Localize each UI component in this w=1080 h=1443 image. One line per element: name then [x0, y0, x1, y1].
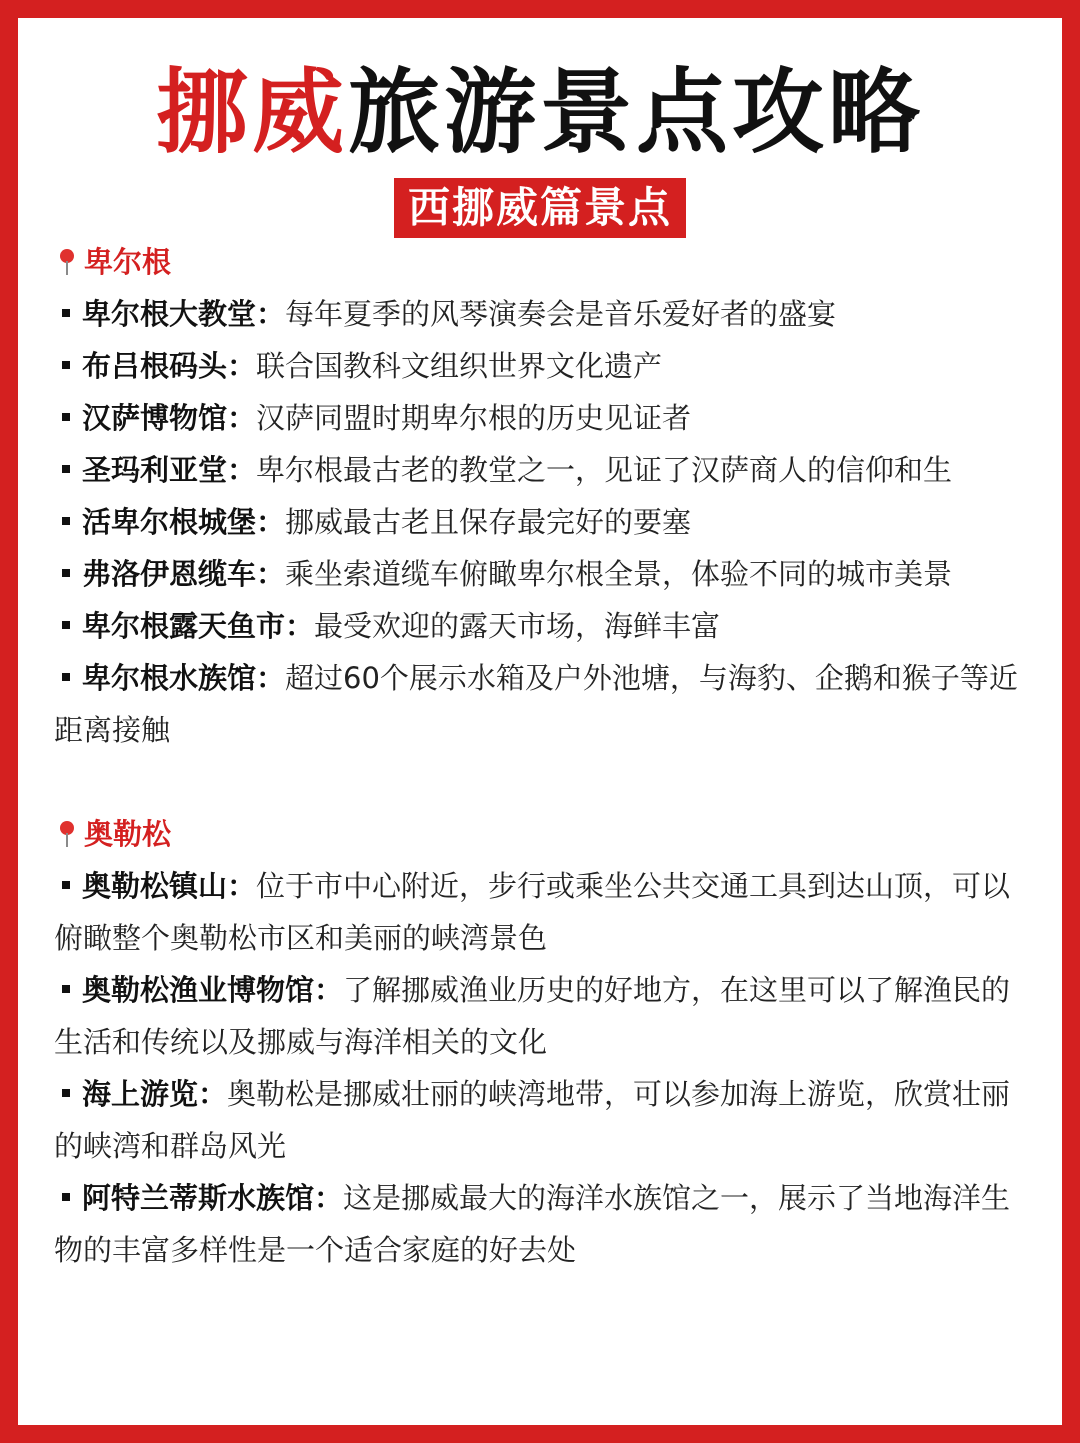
- list-item: [54, 652, 1024, 756]
- bullet-icon: [62, 517, 70, 525]
- list-item: [54, 964, 1024, 1068]
- item-name: 布吕根码头: [82, 349, 228, 383]
- item-colon: ：: [285, 609, 315, 643]
- item-colon: ：: [314, 973, 344, 1007]
- list-item: [54, 1172, 1024, 1276]
- item-desc: 位于市中心附近，步行或乘坐公共交通工具到达山顶，可以俯瞰整个奥勒松市区和美丽的峡湾景色: [54, 869, 1011, 955]
- pin-icon: [54, 819, 80, 849]
- list-item: [54, 444, 1024, 496]
- list-item: [54, 496, 1024, 548]
- item-desc: 了解挪威渔业历史的好地方，在这里可以了解渔民的生活和传统以及挪威与海洋相关的文化: [54, 973, 1011, 1059]
- item-colon: ：: [227, 349, 257, 383]
- item-name: 海上游览: [82, 1077, 199, 1111]
- bullet-icon: [62, 1193, 70, 1201]
- item-name: 圣玛利亚堂: [82, 453, 228, 487]
- item-desc: 最受欢迎的露天市场，海鲜丰富: [314, 609, 721, 643]
- item-colon: ：: [314, 1181, 344, 1215]
- item-colon: ：: [227, 453, 257, 487]
- item-desc: 联合国教科文组织世界文化遗产: [256, 349, 663, 383]
- list-item: [54, 600, 1024, 652]
- content: [54, 236, 1024, 1276]
- item-desc: 每年夏季的风琴演奏会是音乐爱好者的盛宴: [285, 297, 837, 331]
- item-name: 阿特兰蒂斯水族馆: [82, 1181, 315, 1215]
- title-black-part: 旅游景点攻略: [348, 59, 925, 166]
- section-heading-bergen: [54, 236, 1024, 288]
- section-heading-label: 卑尔根: [84, 245, 172, 279]
- item-name: 弗洛伊恩缆车: [82, 557, 257, 591]
- item-desc: 卑尔根最古老的教堂之一，见证了汉萨商人的信仰和生: [256, 453, 953, 487]
- item-desc: 乘坐索道缆车俯瞰卑尔根全景，体验不同的城市美景: [285, 557, 953, 591]
- item-name: 活卑尔根城堡: [82, 505, 257, 539]
- item-desc: 奥勒松是挪威壮丽的峡湾地带，可以参加海上游览，欣赏壮丽的峡湾和群岛风光: [54, 1077, 1011, 1163]
- section-heading-label: 奥勒松: [84, 817, 172, 851]
- bullet-icon: [62, 881, 70, 889]
- item-name: 汉萨博物馆: [82, 401, 228, 435]
- bullet-icon: [62, 413, 70, 421]
- item-name: 奥勒松镇山: [82, 869, 228, 903]
- item-name: 卑尔根水族馆: [82, 661, 257, 695]
- bullet-icon: [62, 569, 70, 577]
- list-item: [54, 340, 1024, 392]
- list-item: [54, 548, 1024, 600]
- item-colon: ：: [256, 557, 286, 591]
- bullet-icon: [62, 985, 70, 993]
- item-colon: ：: [256, 505, 286, 539]
- list-item: [54, 392, 1024, 444]
- item-desc: 超过60个展示水箱及户外池塘，与海豹、企鹅和猴子等近距离接触: [54, 661, 1018, 747]
- subtitle-wrapper: [0, 178, 1080, 238]
- bullet-icon: [62, 621, 70, 629]
- item-colon: ：: [256, 297, 286, 331]
- bullet-icon: [62, 1089, 70, 1097]
- list-item: [54, 288, 1024, 340]
- item-desc: 这是挪威最大的海洋水族馆之一，展示了当地海洋生物的丰富多样性是一个适合家庭的好去处: [54, 1181, 1011, 1267]
- subtitle-badge: 西挪威篇景点: [394, 178, 686, 238]
- item-name: 卑尔根露天鱼市: [82, 609, 286, 643]
- section-spacer: [54, 756, 1024, 808]
- item-colon: ：: [227, 869, 257, 903]
- list-item: [54, 1068, 1024, 1172]
- page-title: [0, 58, 1080, 168]
- bullet-icon: [62, 673, 70, 681]
- title-red-part: 挪威: [155, 59, 348, 166]
- list-item: [54, 860, 1024, 964]
- item-desc: 挪威最古老且保存最完好的要塞: [285, 505, 692, 539]
- bullet-icon: [62, 309, 70, 317]
- item-colon: ：: [256, 661, 286, 695]
- bullet-icon: [62, 361, 70, 369]
- section-heading-alesund: [54, 808, 1024, 860]
- item-colon: ：: [198, 1077, 228, 1111]
- item-name: 奥勒松渔业博物馆: [82, 973, 315, 1007]
- item-name: 卑尔根大教堂: [82, 297, 257, 331]
- pin-icon: [54, 247, 80, 277]
- item-desc: 汉萨同盟时期卑尔根的历史见证者: [256, 401, 692, 435]
- bullet-icon: [62, 465, 70, 473]
- item-colon: ：: [227, 401, 257, 435]
